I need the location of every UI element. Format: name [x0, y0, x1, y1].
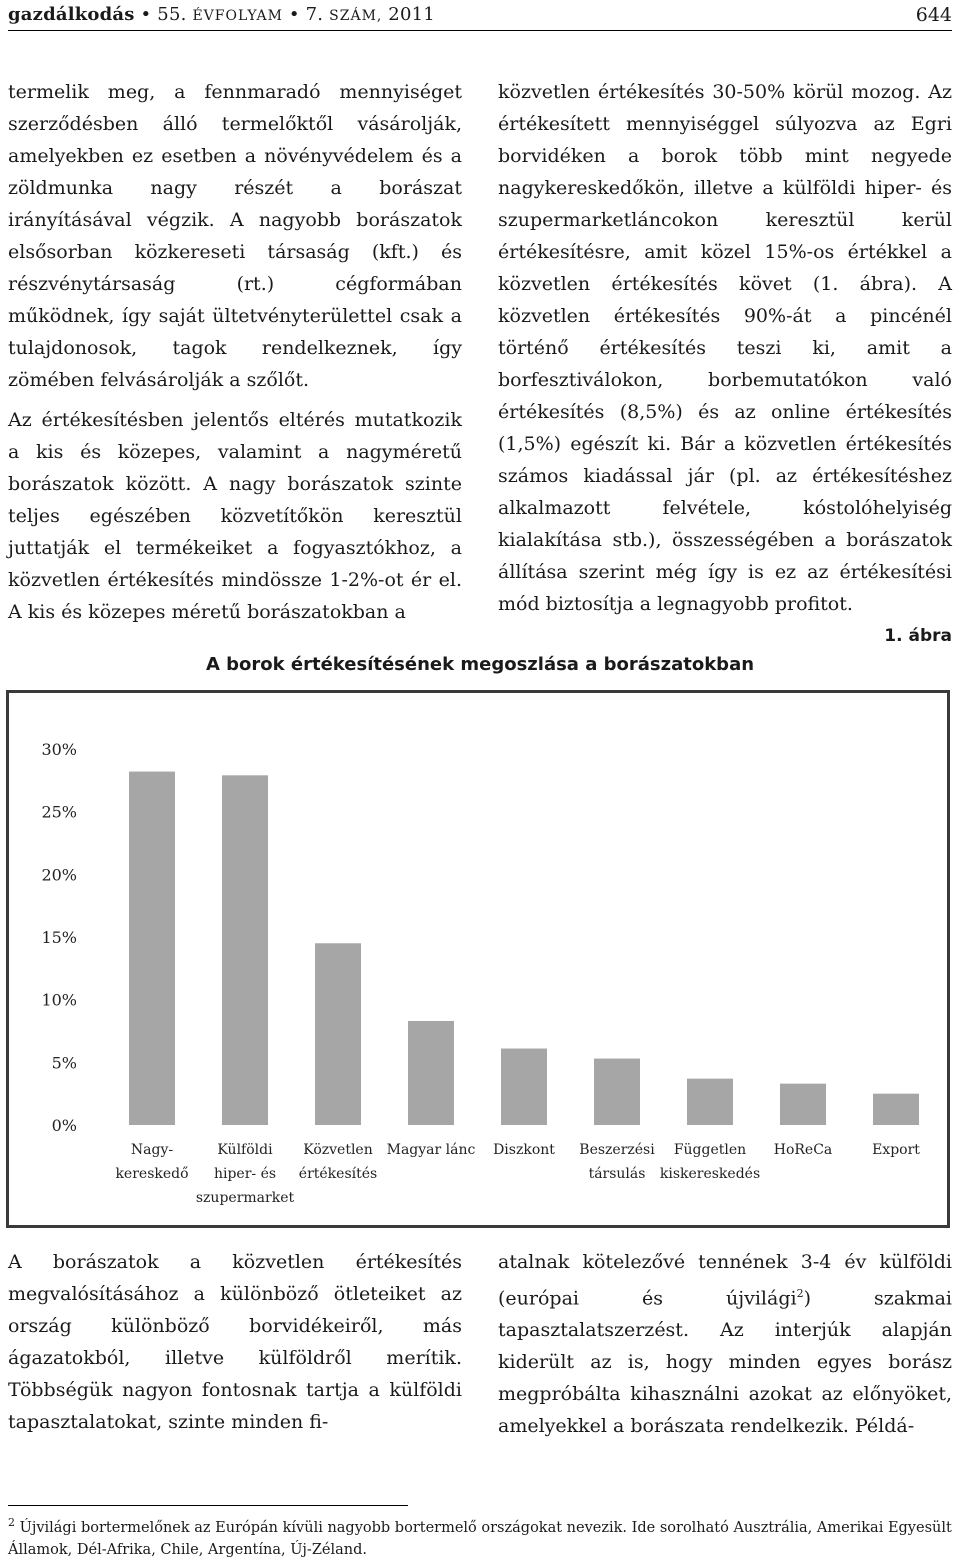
journal-info — [8, 4, 435, 25]
paragraph: A borászatok a közvetlen értékesítés megvalósításához a különböző ötleteiket az ország különböző borvidékeiről, más ágazatokból, illetve külföldről merítik. Többségük nagyon fontosnak tartja a külföldi tapasztalatokat, szinte minden fi- — [8, 1251, 462, 1433]
y-tick-label: 5% — [51, 1053, 77, 1073]
body-column-3 — [8, 1246, 462, 1438]
bar — [408, 1021, 454, 1125]
bar — [501, 1049, 547, 1125]
category-label — [579, 1142, 655, 1182]
bar — [594, 1059, 640, 1125]
paragraph: közvetlen értékesítés 30-50% körül mozog. Az értékesített mennyiséggel súlyozva az Egri borvidéken a borok több mint negyede nagykereskedőkön, illetve a külföldi hiper- és szupermarketláncokon keresztül kerül értékesítésre, amit közel 15%-os értékkel a közvetlen értékesítés követ (1. ábra). A közvetlen értékesítés 90%-át a pincénél történő értékesítés teszi ki, amit a borfesztiválokon, borbemutatókon való értékesítés (8,5%) és az online értékesítés (1,5%) egészít ki. Bár a közvetlen értékesítés számos kiadással jár (pl. az értékesítéshez alkalmazott felvétele, kóstolóhelyiség kialakítása stb.), összességében a borászatok állítása szerint még így is ez az értékesítési mód biztosítja a legnagyobb profitot. — [498, 81, 952, 615]
category-label — [493, 1142, 555, 1158]
y-tick-label: 0% — [51, 1116, 77, 1135]
footnote-rule — [8, 1505, 408, 1506]
volume-number: 55. — [157, 4, 187, 25]
category-label-line: Nagy- — [130, 1142, 174, 1158]
category-label — [387, 1142, 476, 1158]
header-separator: • — [288, 4, 300, 25]
category-label-line: Külföldi — [217, 1142, 273, 1158]
paragraph — [498, 1246, 952, 1442]
y-tick-label: 20% — [41, 865, 77, 885]
bar-chart — [9, 693, 947, 1225]
paragraph: termelik meg, a fennmaradó mennyiséget szerződésben álló termelőktől vásárolják, amelyekben ez esetben a növényvédelem és a zöldmunka nagy részét a borászat irányításával végzik. A nagyobb borászatok elsősorban közkereseti társaság (kft.) és részvénytársaság (rt.) cégformában működnek, így saját ültetvényterülettel csak a tulajdonosok, tagok rendelkeznek, így zömében felvásárolják a szőlőt. — [8, 81, 462, 391]
category-label — [115, 1142, 188, 1182]
chart-frame — [6, 690, 950, 1228]
category-label-line: kereskedő — [115, 1166, 189, 1182]
page-number: 644 — [915, 4, 952, 26]
category-label — [660, 1142, 760, 1182]
bar — [315, 943, 361, 1125]
category-label-line: szupermarket — [195, 1190, 295, 1206]
bar — [129, 772, 175, 1125]
category-label-line: hiper- és — [213, 1166, 277, 1182]
year: 2011 — [388, 4, 435, 25]
text-span: atalnak kötelezővé tennének 3-4 év külföldi (európai és újvilági — [498, 1251, 952, 1310]
category-label-line: Független — [673, 1142, 747, 1158]
header-separator: • — [140, 4, 152, 25]
category-label-line: HoReCa — [773, 1142, 833, 1158]
issue-label: SZÁM, — [329, 8, 383, 24]
category-label-line: Export — [872, 1142, 920, 1158]
category-label-line: Diszkont — [493, 1142, 555, 1158]
category-label-line: Magyar lánc — [386, 1142, 476, 1158]
footnote — [8, 1512, 952, 1561]
figure-label: 1. ábra — [884, 626, 952, 646]
category-label — [196, 1142, 295, 1206]
category-label — [299, 1142, 377, 1182]
volume-label: ÉVFOLYAM — [192, 8, 283, 24]
category-label-line: értékesítés — [298, 1166, 378, 1182]
y-tick-label: 15% — [41, 928, 77, 947]
footnote-ref: 2 — [796, 1287, 804, 1300]
body-column-4 — [498, 1246, 952, 1442]
figure-title: A borok értékesítésének megoszlása a borászatokban — [205, 654, 755, 675]
y-tick-label: 30% — [41, 740, 77, 759]
bar — [222, 775, 268, 1125]
bar — [873, 1094, 919, 1125]
category-label-line: társulás — [588, 1166, 646, 1182]
running-header — [8, 0, 952, 30]
y-tick-label: 10% — [41, 990, 77, 1010]
text-span: ) szakmai tapasztalatszerzést. Az interjúk alapján kiderült az is, hogy minden egyes borász megpróbálta kihasználni azokat az előnyöket, amelyekkel a borászata rendelkezik. Példá- — [498, 1287, 952, 1438]
category-label — [872, 1142, 920, 1158]
footnote-marker: 2 — [8, 1516, 15, 1529]
body-column-2 — [498, 76, 952, 620]
paragraph: Az értékesítésben jelentős eltérés mutatkozik a kis és közepes, valamint a nagyméretű borászatok között. A nagy borászatok szinte teljes egészében közvetítőkön keresztül juttatják el termékeiket a fogyasztókhoz, a közvetlen értékesítés mindössze 1-2%-ot ér el. A kis és közepes méretű borászatokban a — [8, 409, 462, 623]
category-label-line: kiskereskedés — [659, 1166, 761, 1182]
issue-number: 7. — [305, 4, 324, 25]
footnote-text: Újvilági bortermelőnek az Európán kívüli nagyobb bortermelő országokat nevezik. Ide sorolható Ausztrália, Amerikai Egyesült Államok, Dél-Afrika, Chile, Argentína, Új-Zéland. — [8, 1519, 952, 1558]
journal-name: gazdálkodás — [8, 4, 135, 25]
bar — [780, 1084, 826, 1125]
y-tick-label: 25% — [41, 802, 77, 822]
category-label-line: Beszerzési — [579, 1142, 655, 1158]
bar — [687, 1079, 733, 1125]
category-label-line: Közvetlen — [303, 1142, 373, 1158]
body-column-1 — [8, 76, 462, 628]
category-label — [774, 1142, 833, 1158]
header-rule — [8, 30, 952, 31]
